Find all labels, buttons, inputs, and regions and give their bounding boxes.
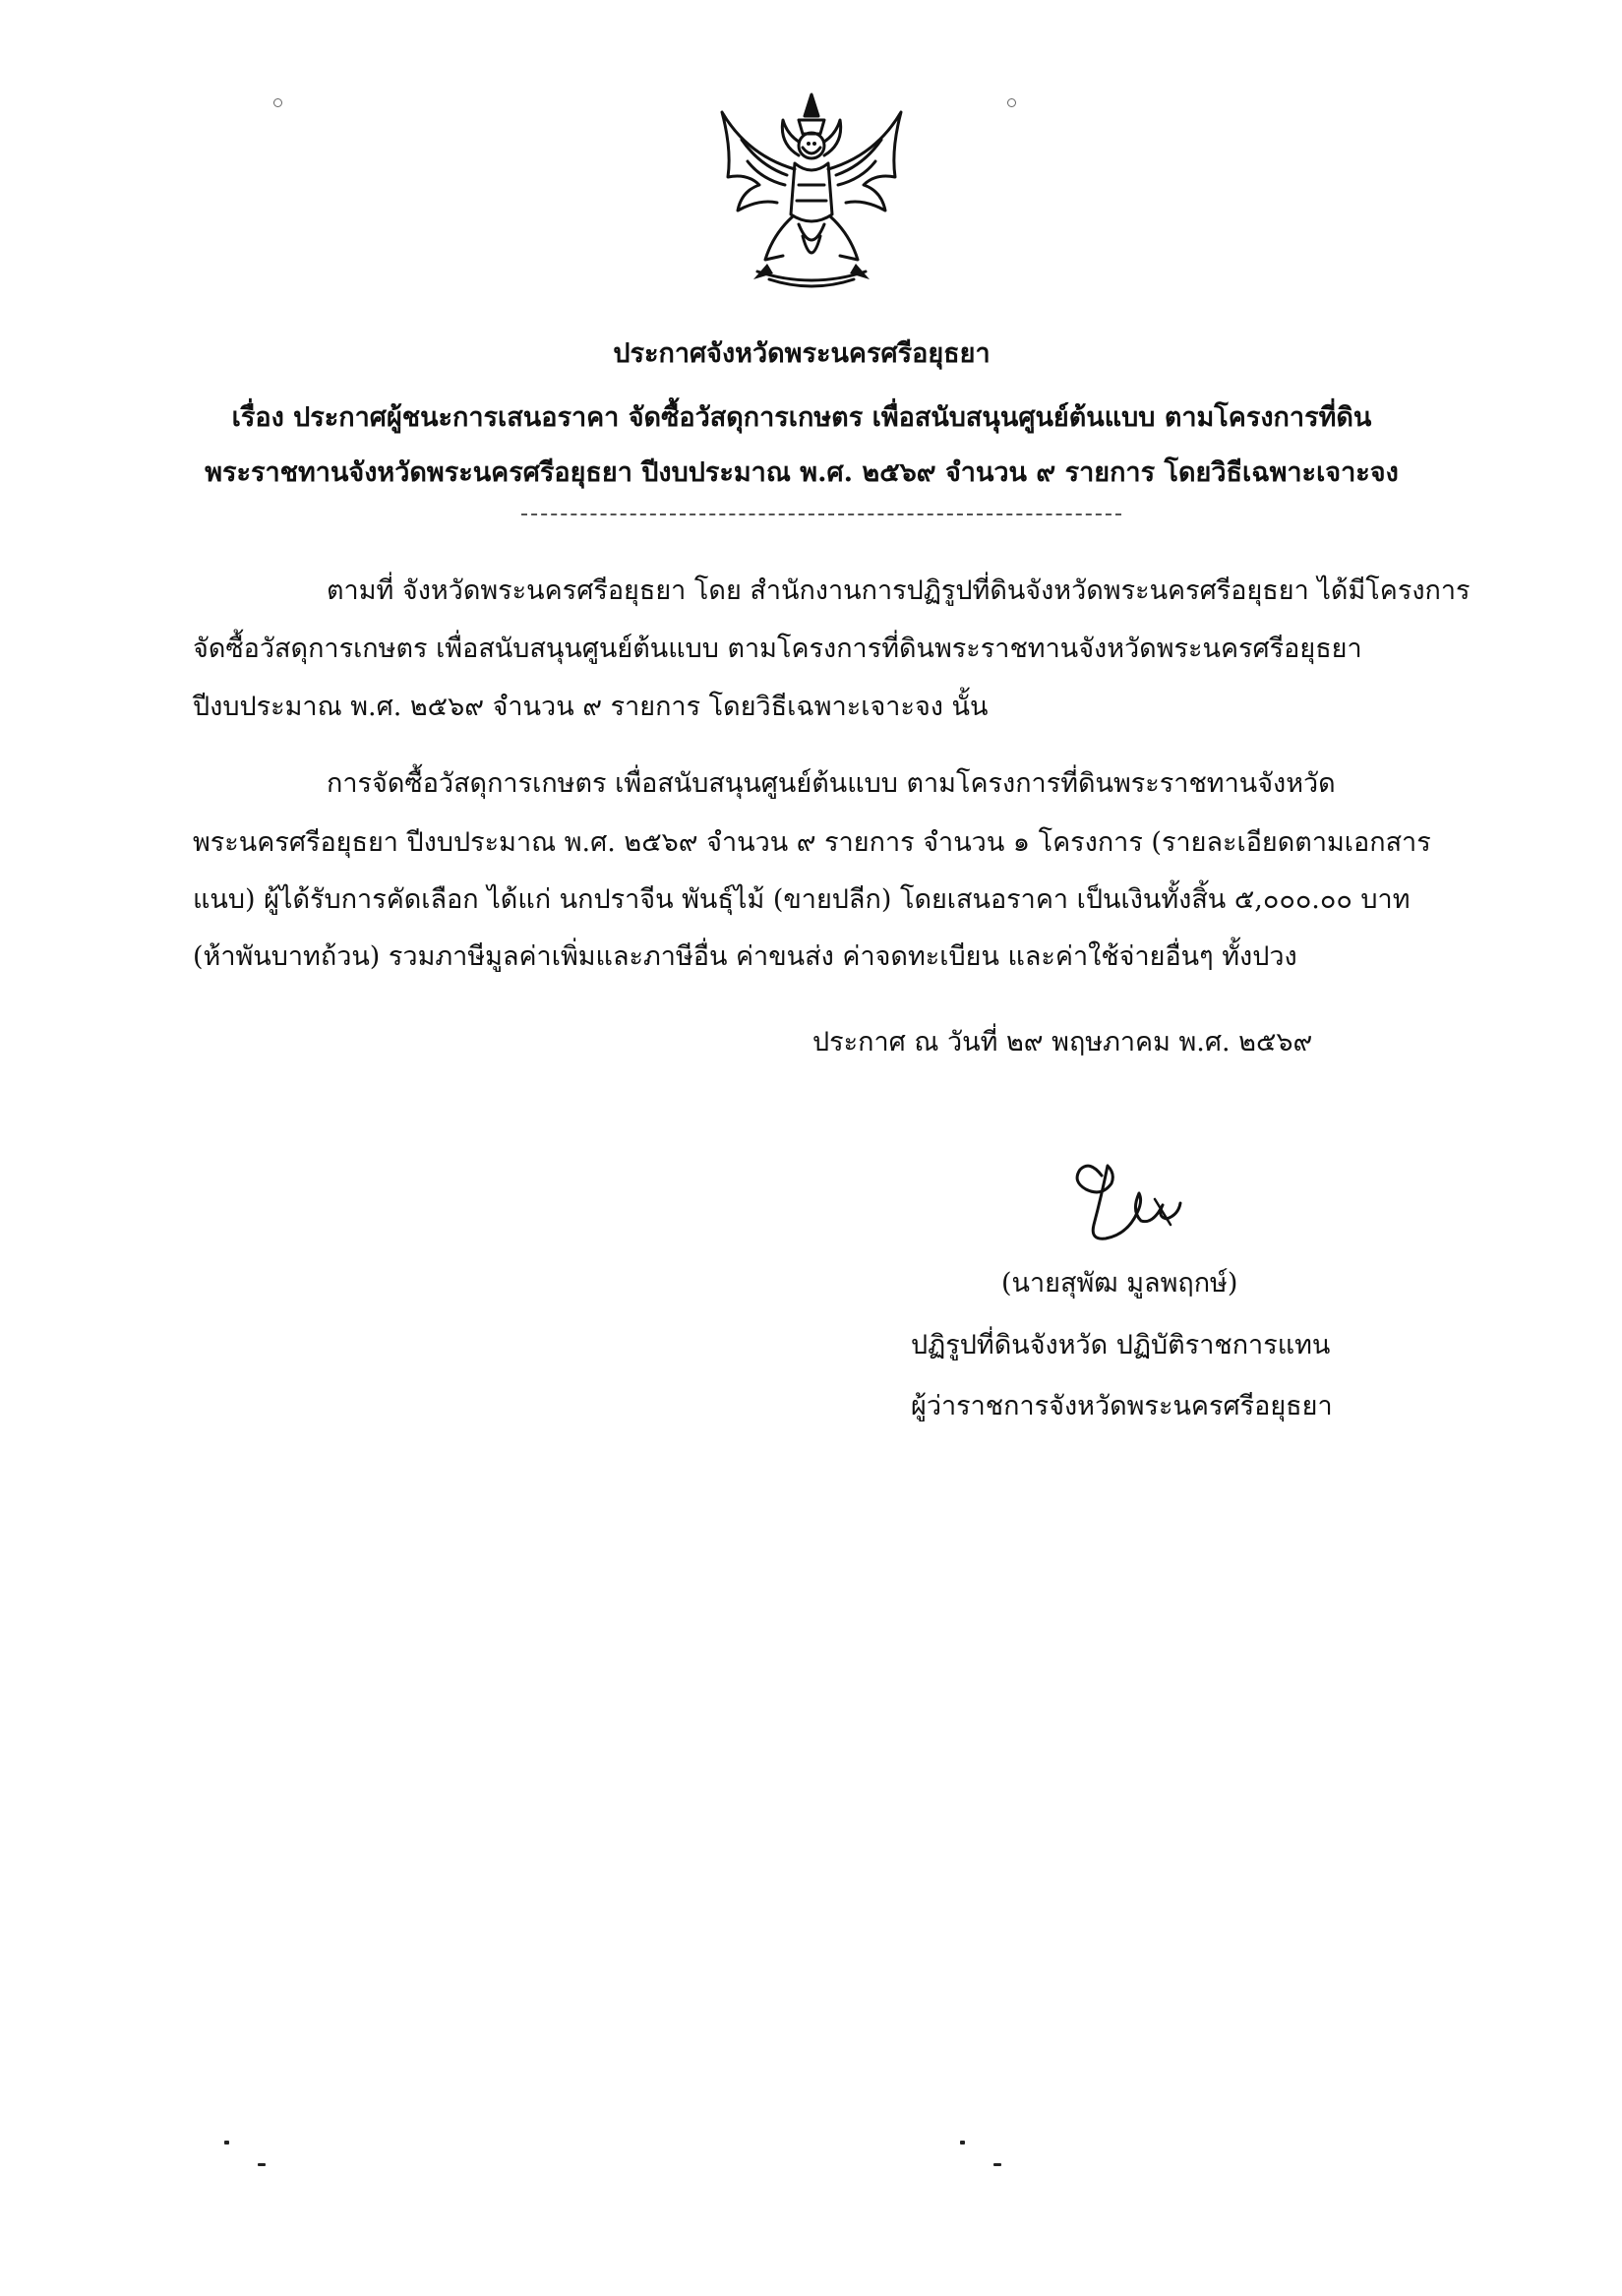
handwritten-signature xyxy=(1072,1156,1190,1249)
garuda-emblem-icon xyxy=(708,87,915,293)
scan-artifact xyxy=(993,2163,1001,2166)
scan-artifact xyxy=(224,2141,229,2145)
paragraph-2-line: พระนครศรีอยุธยา ปีงบประมาณ พ.ศ. ๒๕๖๙ จำนวน ๙ รายการ จำนวน ๑ โครงการ (รายละเอียดตามเอกสาร xyxy=(193,827,1431,858)
paragraph-2-line: (ห้าพันบาทถ้วน) รวมภาษีมูลค่าเพิ่มและภาษีอื่น ค่าขนส่ง ค่าจดทะเบียน และค่าใช้จ่ายอื่นๆ ทั้งปวง xyxy=(193,941,1297,972)
paragraph-2-line: การจัดซื้อวัสดุการเกษตร เพื่อสนับสนุนศูนย์ต้นแบบ ตามโครงการที่ดินพระราชทานจังหวัด xyxy=(327,768,1336,799)
signer-position: ผู้ว่าราชการจังหวัดพระนครศรีอยุธยา xyxy=(911,1391,1333,1421)
scan-artifact xyxy=(273,98,282,107)
signer-position: ปฏิรูปที่ดินจังหวัด ปฏิบัติราชการแทน xyxy=(911,1330,1331,1360)
document-title: ประกาศจังหวัดพระนครศรีอยุธยา xyxy=(613,338,991,369)
title-separator xyxy=(521,514,1121,515)
paragraph-1-line: ปีงบประมาณ พ.ศ. ๒๕๖๙ จำนวน ๙ รายการ โดยวิธีเฉพาะเจาะจง นั้น xyxy=(193,692,989,722)
paragraph-2-line: แนบ) ผู้ได้รับการคัดเลือก ได้แก่ นกปราจีน พันธุ์ไม้ (ขายปลีก) โดยเสนอราคา เป็นเงินทั้งสิ้น ๕,๐๐๐.๐๐ บาท xyxy=(193,884,1411,915)
scan-artifact xyxy=(258,2163,266,2166)
signer-name: (นายสุพัฒ มูลพฤกษ์) xyxy=(1001,1268,1238,1299)
scan-artifact xyxy=(960,2141,965,2145)
paragraph-1-line: จัดซื้อวัสดุการเกษตร เพื่อสนับสนุนศูนย์ต้นแบบ ตามโครงการที่ดินพระราชทานจังหวัดพระนครศรีอยุธยา xyxy=(193,634,1362,664)
scan-artifact xyxy=(1007,98,1016,107)
paragraph-1-line: ตามที่ จังหวัดพระนครศรีอยุธยา โดย สำนักงานการปฏิรูปที่ดินจังหวัดพระนครศรีอยุธยา ได้มีโครงการ xyxy=(327,575,1471,606)
subject-line: เรื่อง ประกาศผู้ชนะการเสนอราคา จัดซื้อวัสดุการเกษตร เพื่อสนับสนุนศูนย์ต้นแบบ ตามโครงการที่ดิน xyxy=(231,402,1372,433)
announcement-date: ประกาศ ณ วันที่ ๒๙ พฤษภาคม พ.ศ. ๒๕๖๙ xyxy=(812,1027,1313,1057)
subject-line: พระราชทานจังหวัดพระนครศรีอยุธยา ปีงบประมาณ พ.ศ. ๒๕๖๙ จำนวน ๙ รายการ โดยวิธีเฉพาะเจาะจง xyxy=(205,457,1399,488)
